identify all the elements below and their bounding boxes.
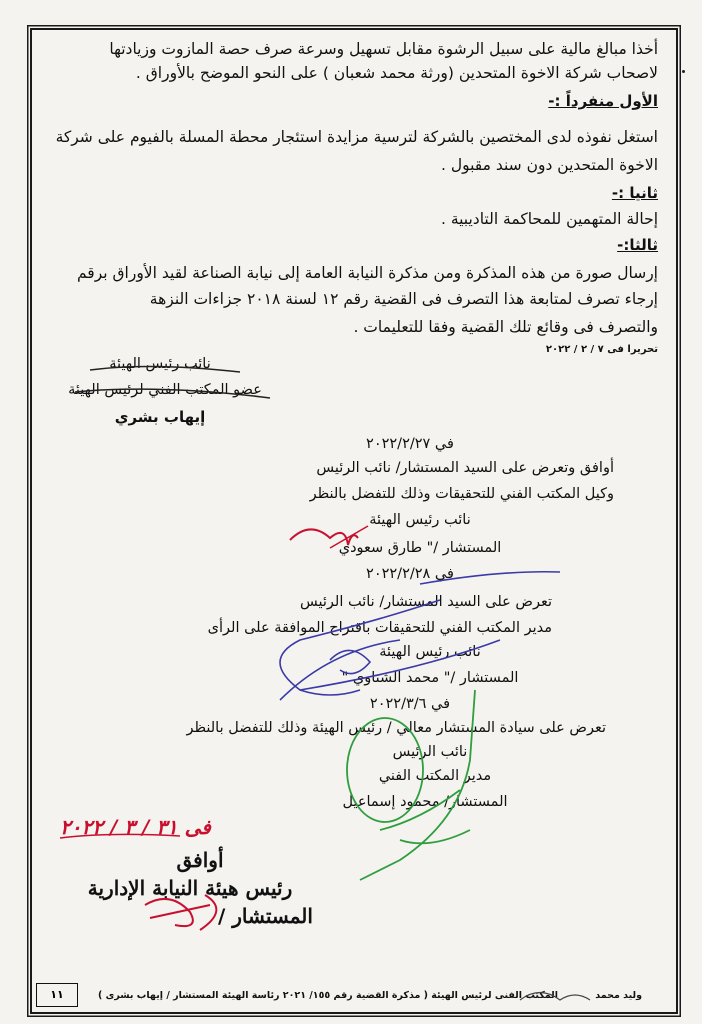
sig4-line1: تعرض على سيادة المستشار معالي / رئيس الهيئة وذلك للتفضل بالنظر — [186, 720, 606, 736]
footer-initials-icon — [520, 993, 590, 1001]
sig4-name: المستشار/ محمود إسماعيل — [342, 794, 508, 810]
green-circle-icon — [347, 718, 423, 822]
approval-date: فى ٣١ / ٣ / ٢٠٢٢ — [60, 815, 211, 839]
sig1-strike-icon — [75, 366, 270, 398]
approval-approve: أوافق — [176, 848, 224, 872]
sig2-title: نائب رئيس الهيئة — [369, 512, 471, 528]
body-line-5: إحالة المتهمين للمحاكمة التاديبية . — [440, 210, 658, 228]
body-line-7: إرجاء تصرف لمتابعة هذا التصرف فى القضية رقم ١٢ لسنة ٢٠١٨ جزاءات النزهة — [149, 290, 658, 308]
body-line-3: استغل نفوذه لدى المختصين بالشركة لترسية مزايدة استئجار محطة المسلة بالفيوم على شركة — [55, 128, 658, 146]
sig3-date: في ٢٠٢٢/٢/٢٨ — [366, 566, 454, 582]
red-final-signature-icon — [145, 895, 216, 930]
sig3-name: المستشار /" محمد الشناوي " — [341, 670, 519, 686]
heading-second-text: ثانيا :- — [611, 184, 658, 202]
body-line-4: الاخوة المتحدين دون سند مقبول . — [441, 156, 658, 174]
sig2-date: في ٢٠٢٢/٢/٢٧ — [366, 436, 454, 452]
sig3-line1: تعرض على السيد المستشار/ نائب الرئيس — [300, 594, 552, 610]
sig4-title2: مدير المكتب الفني — [378, 768, 492, 784]
sig1-title2: عضو المكتب الفني لرئيس الهيئة — [68, 382, 262, 398]
body-line-2: لاصحاب شركة الاخوة المتحدين (ورثة محمد شعبان ) على النحو الموضح بالأوراق . — [135, 64, 658, 82]
heading-third-text: ثالثا:- — [617, 236, 658, 254]
footer-center-text: المكتب الفنى لرئيس الهيئة ( مذكرة القضية رقم ١٥٥/ ٢٠٢١ رئاسة الهيئة المستشار / إيهاب بشرى ) — [98, 990, 558, 1001]
sig2-name: المستشار /" طارق سعودي — [338, 540, 502, 556]
approval-title: رئيس هيئة النيابة الإدارية — [87, 876, 293, 900]
page-number: ١١ — [36, 983, 78, 1007]
approval-name: المستشار / — [218, 904, 313, 928]
sig4-date: في ٢٠٢٢/٣/٦ — [369, 696, 451, 712]
sig1-title1: نائب رئيس الهيئة — [109, 356, 211, 372]
body-line-6: إرسال صورة من هذه المذكرة ومن مذكرة النيابة العامة إلى نيابة الصناعة لقيد الأوراق برقم — [76, 264, 658, 282]
sig1-name: إيهاب بشري — [114, 408, 206, 426]
body-line-8: والتصرف فى وقائع تلك القضية وفقا للتعليمات . — [353, 318, 658, 336]
date-written: تحريرا فى ٧ / ٢ / ٢٠٢٢ — [545, 344, 658, 355]
sig2-line2: وكيل المكتب الفني للتحقيقات وذلك للتفضل بالنظر — [309, 486, 614, 502]
red-underline-icon — [60, 834, 180, 838]
footer-right-name: وليد محمد — [595, 990, 642, 1001]
sig4-title1: نائب الرئيس — [392, 744, 468, 760]
sig3-line2: مدير المكتب الفني للتحقيقات باقتراح الموافقة على الرأى — [207, 620, 552, 636]
body-line-1: أخذا مبالغ مالية على سبيل الرشوة مقابل تسهيل وسرعة صرف حصة المازوت وزيادتها — [109, 40, 658, 58]
heading-first-text: الأول منفرداً :- — [548, 92, 658, 110]
sig2-line1: أوافق وتعرض على السيد المستشار/ نائب الرئيس — [316, 460, 614, 476]
blue-signature-icon — [280, 572, 560, 700]
sig3-title: نائب رئيس الهيئة — [379, 644, 481, 660]
